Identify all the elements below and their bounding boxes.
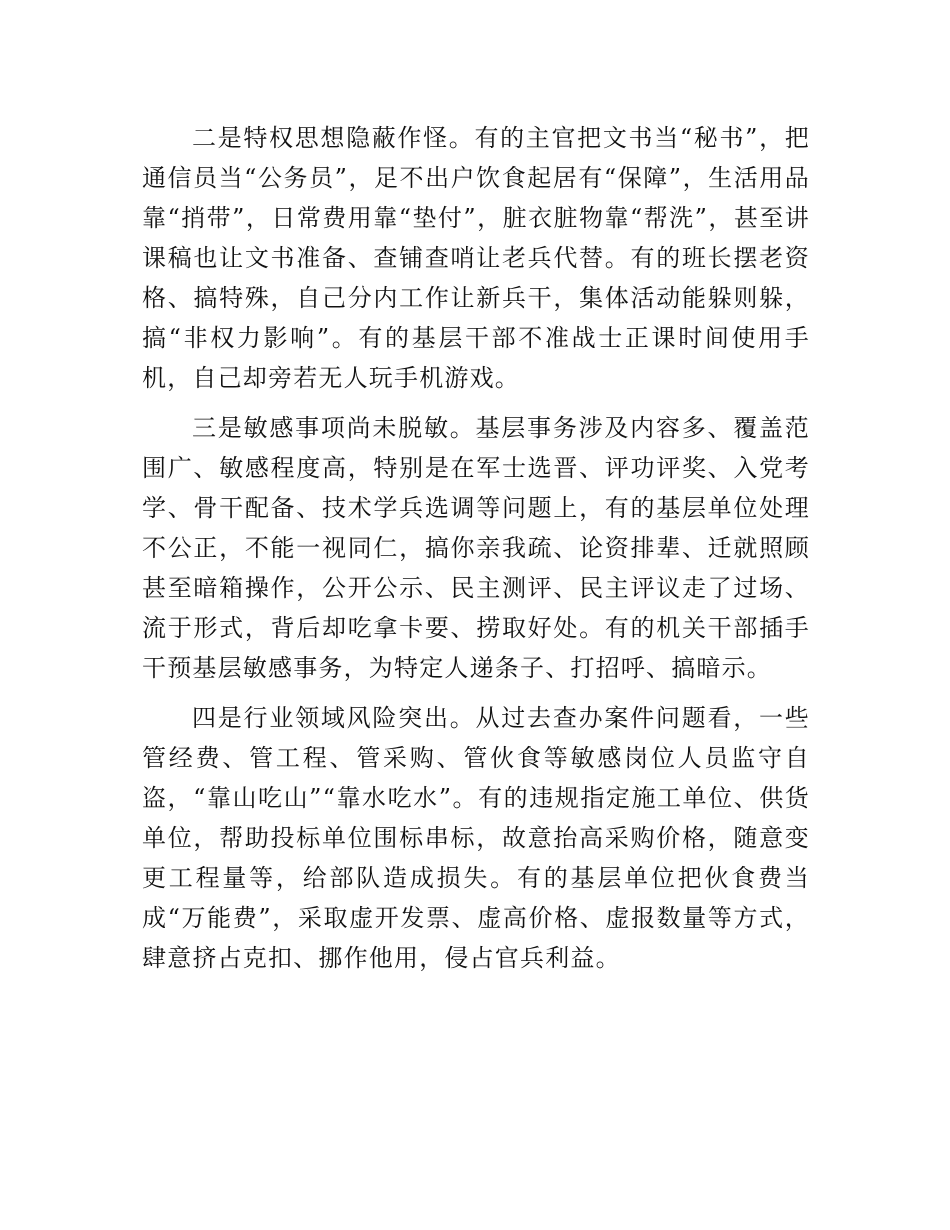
paragraph-privilege-thinking: 二是特权思想隐蔽作怪。有的主官把文书当“秘书”，把通信员当“公务员”，足不出户饮食起居有“保障”，生活用品靠“捎带”，日常费用靠“垫付”，脏衣脏物靠“帮洗”，甚至讲课稿也让文书准备、查铺查哨让老兵代替。有的班长摆老资格、搞特殊，自己分内工作让新兵干，集体活动能躲则躲，搞“非权力影响”。有的基层干部不准战士正课时间使用手机，自己却旁若无人玩手机游戏。 xyxy=(142,124,810,392)
paragraph-industry-risks: 四是行业领域风险突出。从过去查办案件问题看，一些管经费、管工程、管采购、管伙食等敏感岗位人员监守自盗，“靠山吃山”“靠水吃水”。有的违规指定施工单位、供货单位，帮助投标单位围标串标，故意抬高采购价格，随意变更工程量等，给部队造成损失。有的基层单位把伙食费当成“万能费”，采取虚开发票、虚高价格、虚报数量等方式，肆意挤占克扣、挪作他用，侵占官兵利益。 xyxy=(142,704,810,972)
document-body xyxy=(142,118,810,988)
paragraph-sensitive-matters: 三是敏感事项尚未脱敏。基层事务涉及内容多、覆盖范围广、敏感程度高，特别是在军士选晋、评功评奖、入党考学、骨干配备、技术学兵选调等问题上，有的基层单位处理不公正，不能一视同仁，搞你亲我疏、论资排辈、迁就照顾甚至暗箱操作，公开公示、民主测评、民主评议走了过场、流于形式，背后却吃拿卡要、捞取好处。有的机关干部插手干预基层敏感事务，为特定人递条子、打招呼、搞暗示。 xyxy=(142,414,810,682)
